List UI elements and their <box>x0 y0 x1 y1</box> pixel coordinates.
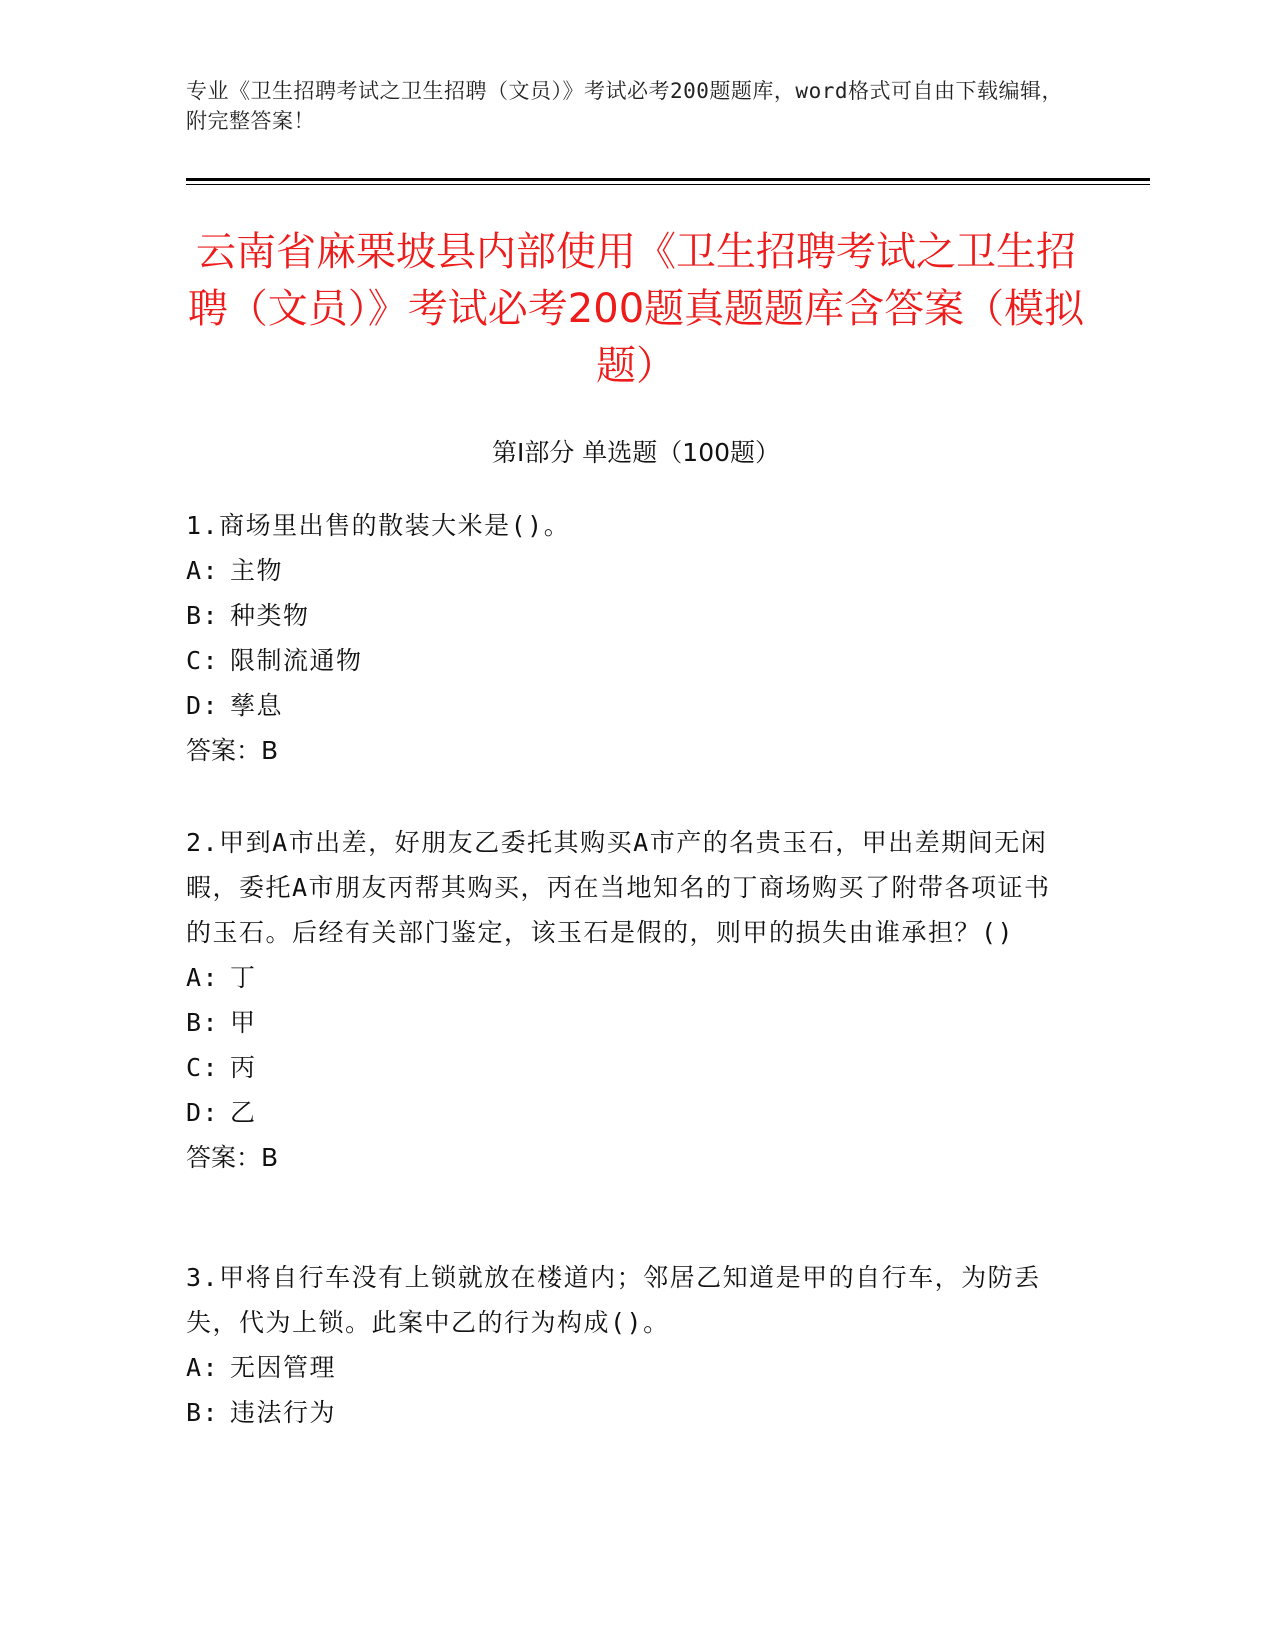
option-text: 种类物 <box>230 601 310 630</box>
option-text: 限制流通物 <box>230 646 363 675</box>
header-rule-thin <box>186 184 1150 185</box>
option-d <box>186 683 1066 728</box>
option-text: 丁 <box>230 963 257 992</box>
option-key: A: <box>186 1353 220 1382</box>
option-b <box>186 1000 1066 1045</box>
question-1 <box>186 503 1066 773</box>
option-key: C: <box>186 1053 220 1082</box>
question-2 <box>186 820 1066 1180</box>
option-c <box>186 1045 1066 1090</box>
option-d <box>186 1090 1066 1135</box>
option-key: B: <box>186 1398 220 1427</box>
option-key: C: <box>186 646 220 675</box>
option-text: 孳息 <box>230 691 284 720</box>
question-text: 1.商场里出售的散装大米是()。 <box>186 511 571 540</box>
option-key: B: <box>186 601 220 630</box>
option-key: A: <box>186 963 220 992</box>
option-text: 甲 <box>230 1008 257 1037</box>
section-title: 第I部分 单选题（100题） <box>491 438 781 467</box>
option-key: D: <box>186 691 220 720</box>
option-text: 主物 <box>230 556 284 585</box>
option-key: A: <box>186 556 220 585</box>
option-c <box>186 638 1066 683</box>
option-text: 无因管理 <box>230 1353 337 1382</box>
option-key: B: <box>186 1008 220 1037</box>
option-key: D: <box>186 1098 220 1127</box>
question-text: 3.甲将自行车没有上锁就放在楼道内；邻居乙知道是甲的自行车，为防丢失，代为上锁。此案中乙的行为构成()。 <box>186 1263 1041 1337</box>
option-text: 乙 <box>230 1098 257 1127</box>
header-note: 专业《卫生招聘考试之卫生招聘（文员）》考试必考200题题库，word格式可自由下载编辑，附完整答案！ <box>186 79 1063 133</box>
option-a <box>186 955 1066 1000</box>
option-a <box>186 548 1066 593</box>
question-text: 2.甲到A市出差，好朋友乙委托其购买A市产的名贵玉石，甲出差期间无闲暇，委托A市朋友丙帮其购买，丙在当地知名的丁商场购买了附带各项证书的玉石。后经有关部门鉴定，该玉石是假的，则甲的损失由谁承担？() <box>186 828 1051 947</box>
option-b <box>186 593 1066 638</box>
document-title: 云南省麻栗坡县内部使用《卫生招聘考试之卫生招聘（文员）》考试必考200题真题题库含答案（模拟题） <box>187 229 1085 389</box>
option-text: 丙 <box>230 1053 257 1082</box>
option-a <box>186 1345 1066 1390</box>
header-rule-thick <box>186 178 1150 181</box>
answer: 答案：B <box>186 736 279 765</box>
question-3 <box>186 1255 1066 1435</box>
option-b <box>186 1390 1066 1435</box>
answer: 答案：B <box>186 1143 279 1172</box>
option-text: 违法行为 <box>230 1398 337 1427</box>
